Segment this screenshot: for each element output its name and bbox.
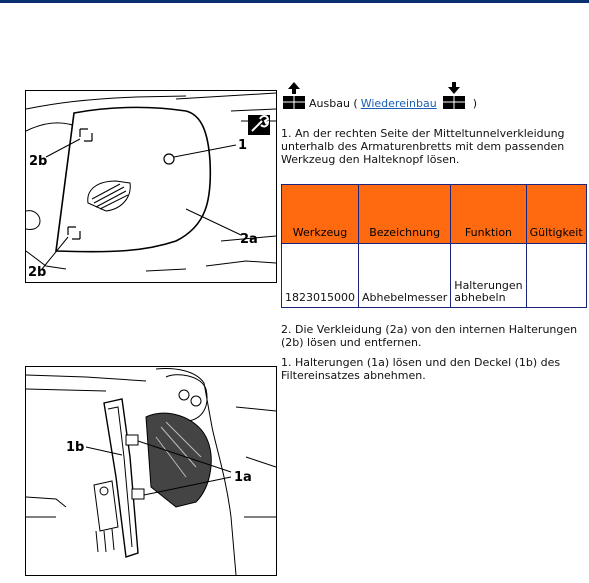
tool-table-header-row xyxy=(282,185,587,244)
header-werkzeug: Werkzeug xyxy=(282,185,359,244)
close-paren: ) xyxy=(472,97,477,110)
header-funktion: Funktion xyxy=(451,185,526,244)
cell-werkzeug: 1823015000 xyxy=(282,244,359,308)
label-1: 1 xyxy=(238,138,248,153)
header-bezeichnung: Bezeichnung xyxy=(359,185,451,244)
ausbau-label: Ausbau ( xyxy=(309,97,358,110)
table-row xyxy=(282,244,587,308)
label-1b: 1b xyxy=(66,440,85,455)
cell-gueltigkeit xyxy=(526,244,586,308)
top-bar xyxy=(0,0,589,3)
step-1-text: 1. An der rechten Seite der Mitteltunnelverkleidung unterhalb des Armaturenbretts mit dem passenden Werkzeug den Halteknopf lösen. xyxy=(281,127,565,166)
ausbau-header xyxy=(281,78,477,110)
wiedereinbau-icon xyxy=(441,82,467,110)
label-1a: 1a xyxy=(234,470,252,485)
step-3-text: 1. Halterungen (1a) lösen und den Deckel (1b) des Filtereinsatzes abnehmen. xyxy=(281,356,561,382)
wiedereinbau-link[interactable]: Wiedereinbau xyxy=(360,97,437,110)
wrench-icon xyxy=(248,115,270,135)
figure-tunnel-trim xyxy=(25,90,277,283)
header-gueltigkeit: Gültigkeit xyxy=(526,185,586,244)
label-2b-lower: 2b xyxy=(28,265,47,280)
cell-bezeichnung: Abhebelmesser xyxy=(359,244,451,308)
label-2b-upper: 2b xyxy=(29,154,48,169)
step-2-text: 2. Die Verkleidung (2a) von den internen Halterungen (2b) lösen und entfernen. xyxy=(281,323,578,349)
label-2a: 2a xyxy=(240,232,258,247)
tool-table xyxy=(281,184,587,308)
cell-funktion: Halterungen abhebeln xyxy=(451,244,526,308)
ausbau-icon xyxy=(281,82,307,110)
figure-filter-cover xyxy=(25,366,277,576)
